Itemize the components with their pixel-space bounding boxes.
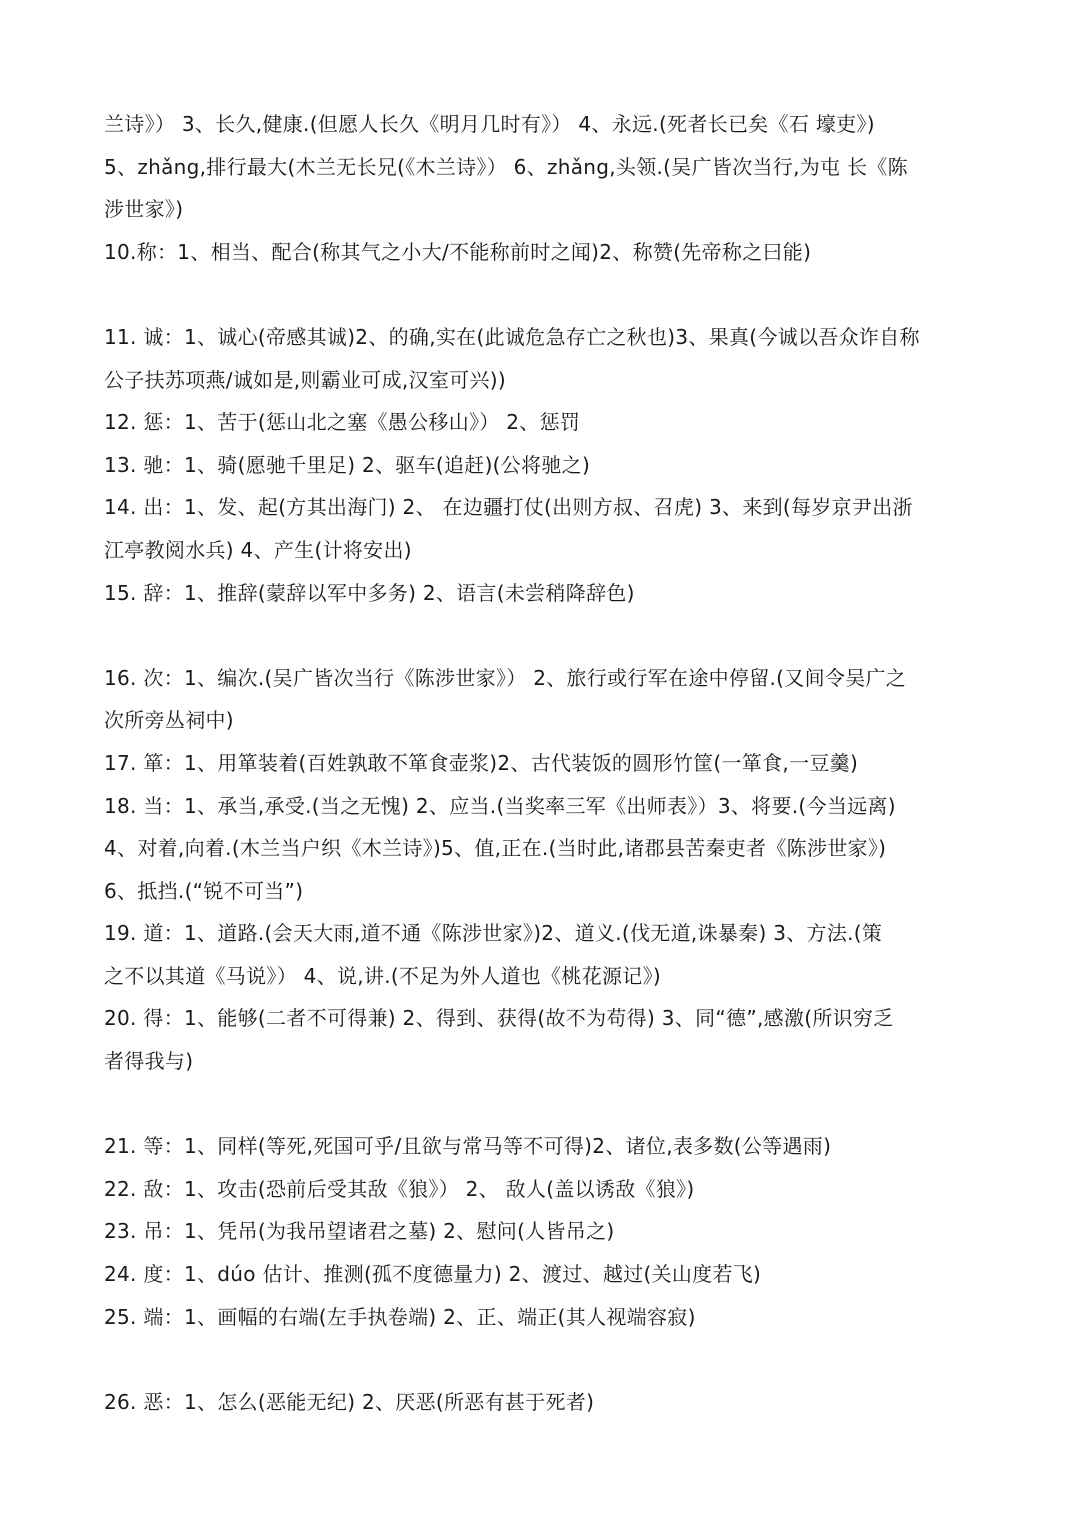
text-line: 6、抵挡.(“锐不可当”) [104,878,304,903]
document-body [104,103,984,1423]
entry-17: 17. 箪：1、用箪装着(百姓孰敢不箪食壶浆)2、古代装饭的圆形竹筐(一箪食,一豆羹) [104,750,859,775]
entry-25: 25. 端：1、画幅的右端(左手执卷端) 2、正、端正(其人视端容寂) [104,1304,696,1329]
text-line: 次所旁丛祠中) [104,708,234,733]
blank-line [104,1338,984,1381]
text-line: 公子扶苏项燕/诚如是,则霸业可成,汉室可兴)) [104,367,506,392]
text-line: 涉世家》) [104,197,184,222]
entry-24: 24. 度：1、dúo 估计、推测(孤不度德量力) 2、渡过、越过(关山度若飞) [104,1262,762,1287]
entry-26: 26. 恶：1、怎么(恶能无纪) 2、厌恶(所恶有甚于死者) [104,1389,595,1414]
entry-14: 14. 出：1、发、起(方其出海门) 2、 在边疆打仗(出则方叔、召虎) 3、来到(每岁京尹出浙 [104,495,913,520]
entry-21: 21. 等：1、同样(等死,死国可乎/且欲与常马等不可得)2、诸位,表多数(公等遇雨) [104,1134,832,1159]
text-line: 兰诗》） 3、长久,健康.(但愿人长久《明月几时有》） 4、永远.(死者长已矣《石 壕吏》) [104,112,875,136]
entry-23: 23. 吊：1、凭吊(为我吊望诸君之墓) 2、慰问(人皆吊之) [104,1219,615,1244]
entry-19: 19. 道：1、道路.(会天大雨,道不通《陈涉世家》)2、道义.(伐无道,诛暴秦) 3、方法.(策 [104,921,883,946]
entry-12: 12. 惩：1、苦于(惩山北之塞《愚公移山》） 2、惩罚 [104,410,581,435]
text-line: 之不以其道《马说》） 4、说,讲.(不足为外人道也《桃花源记》) [104,963,662,988]
entry-10: 10.称：1、相当、配合(称其气之小大/不能称前时之闻)2、称赞(先帝称之曰能) [104,239,812,264]
text-line: 江亭教阅水兵) 4、产生(计将安出) [104,537,412,562]
text-line: 5、zhǎng,排行最大(木兰无长兄(《木兰诗》） 6、zhǎng,头领.(吴广皆次当行,为屯 长《陈 [104,154,908,179]
blank-line [104,614,984,657]
blank-line [104,273,984,316]
entry-22: 22. 敌：1、攻击(恐前后受其敌《狼》） 2、 敌人(盖以诱敌《狼》) [104,1176,695,1201]
blank-line [104,1083,984,1126]
entry-13: 13. 驰：1、骑(愿驰千里足) 2、驱车(追赶)(公将驰之) [104,452,591,477]
entry-18: 18. 当：1、承当,承受.(当之无愧) 2、应当.(当奖率三军《出师表》）3、将要.(今当远离) [104,793,896,818]
text-line: 者得我与) [104,1049,194,1074]
text-line: 4、对着,向着.(木兰当户织《木兰诗》)5、值,正在.(当时此,诸郡县苦秦吏者《陈涉世家》) [104,836,887,861]
entry-16: 16. 次：1、编次.(吴广皆次当行《陈涉世家》） 2、旅行或行军在途中停留.(又间令吴广之 [104,665,907,690]
entry-15: 15. 辞：1、推辞(蒙辞以军中多务) 2、语言(未尝稍降辞色) [104,580,635,605]
entry-11: 11. 诚：1、诚心(帝感其诚)2、的确,实在(此诚危急存亡之秋也)3、果真(今诚以吾众诈自称 [104,324,920,349]
entry-20: 20. 得：1、能够(二者不可得兼) 2、得到、获得(故不为苟得) 3、同“德”,感激(所识穷乏 [104,1006,894,1031]
